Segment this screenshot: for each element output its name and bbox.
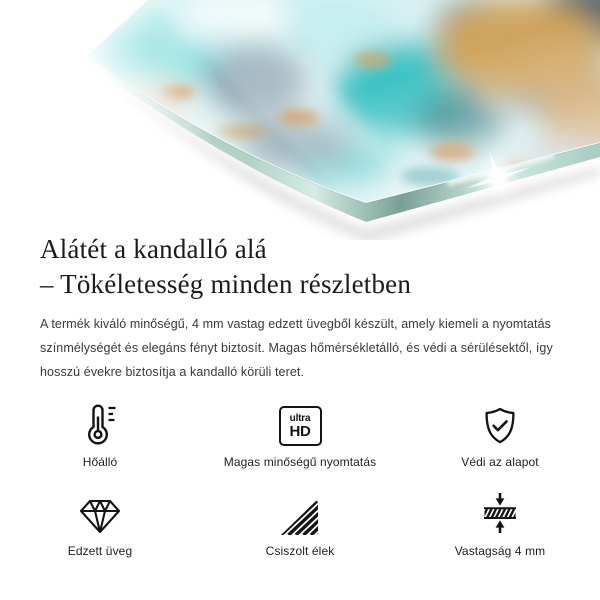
feature-label: Védi az alapot: [461, 455, 539, 469]
product-info-section: [40, 232, 570, 384]
ultra-hd-icon: [279, 396, 322, 446]
description-line: színmélységét és elegáns fényt biztosít. Magas hőmérsékletálló, és védi a sérülésektől, így: [40, 341, 553, 355]
product-description: [40, 312, 570, 384]
product-image: [0, 0, 600, 240]
glass-panel-illustration: [0, 0, 600, 240]
feature-label: Csiszolt élek: [265, 544, 335, 558]
features-grid: [0, 396, 600, 558]
description-line: hosszú évekre biztosítja a kandalló körüli teret.: [40, 365, 305, 379]
polished-edges-icon: [281, 485, 319, 535]
page-title-line1: Alátét a kandalló alá: [40, 234, 267, 264]
feature-label: Hőálló: [82, 455, 118, 469]
page-title-line2: – Tökéletesség minden részletben: [40, 269, 412, 299]
feature-label: Edzett üveg: [67, 544, 133, 558]
description-line: A termék kiváló minőségű, 4 mm vastag edzett üvegből készült, amely kiemeli a nyomtatás: [40, 317, 552, 331]
feature-thickness: [400, 485, 600, 558]
white-fade-overlay: [0, 0, 600, 240]
uhd-badge-top: ultra: [289, 412, 311, 424]
feature-print-quality: [200, 396, 400, 469]
feature-heat-resistant: [0, 396, 200, 469]
feature-protects-base: [400, 396, 600, 469]
thermometer-icon: [83, 396, 117, 446]
diamond-icon: [78, 485, 122, 535]
thickness-icon: [480, 485, 520, 535]
shield-check-icon: [480, 396, 520, 446]
page-title: [40, 232, 570, 302]
feature-label: Magas minőségű nyomtatás: [223, 455, 377, 469]
feature-label: Vastagság 4 mm: [454, 544, 546, 558]
feature-tempered-glass: [0, 485, 200, 558]
feature-polished-edges: [200, 485, 400, 558]
uhd-badge-bottom: HD: [289, 422, 311, 440]
